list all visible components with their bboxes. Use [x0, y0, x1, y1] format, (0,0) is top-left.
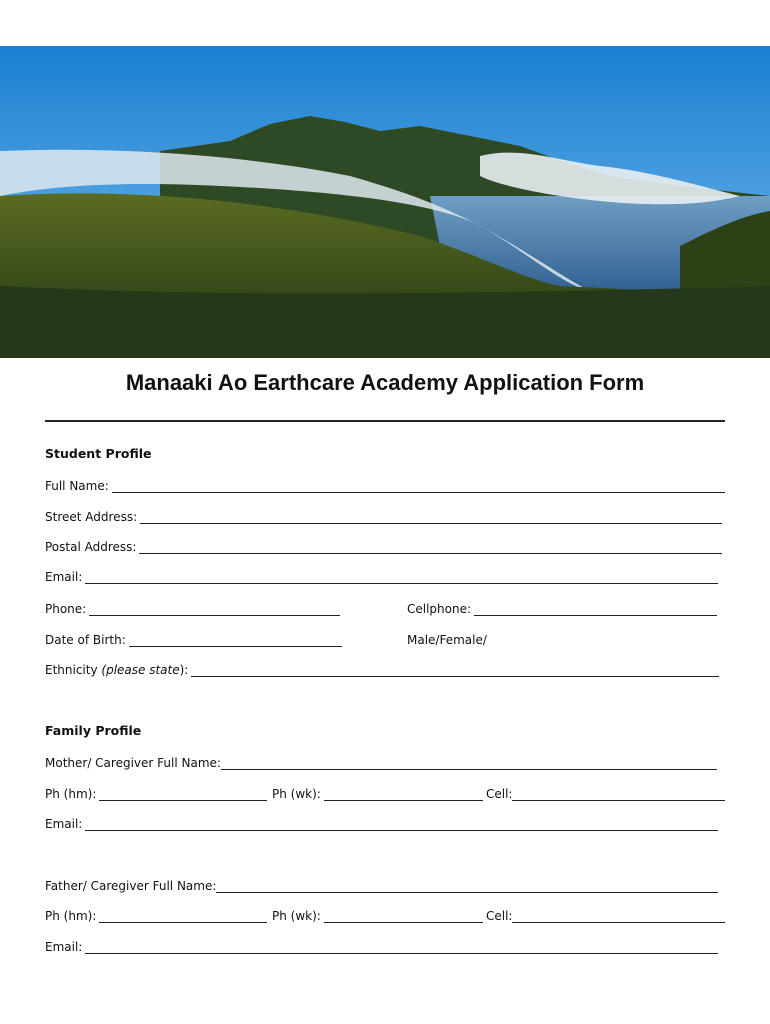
mother-ph-hm-field[interactable]: [99, 787, 267, 801]
full-name-row: [45, 477, 725, 493]
phone-row: [45, 600, 340, 616]
father-ph-hm-label: Ph (hm):: [45, 909, 97, 923]
mother-cell-row: [486, 785, 725, 801]
email-row: [45, 568, 718, 584]
ethnicity-label-text: Ethnicity: [45, 663, 102, 677]
ethnicity-label-hint: (please state: [101, 663, 180, 677]
cellphone-label: Cellphone:: [407, 602, 472, 616]
postal-address-row: [45, 538, 722, 554]
street-address-row: [45, 508, 722, 524]
full-name-field[interactable]: [112, 479, 725, 493]
mother-ph-hm-row: [45, 785, 267, 801]
father-name-field[interactable]: [216, 879, 718, 893]
phone-label: Phone:: [45, 602, 87, 616]
father-email-label: Email:: [45, 940, 83, 954]
page-title: Manaaki Ao Earthcare Academy Application Form: [125, 370, 645, 395]
mother-cell-field[interactable]: [512, 787, 725, 801]
mother-ph-wk-row: [272, 785, 483, 801]
email-label: Email:: [45, 570, 83, 584]
dob-row: [45, 631, 342, 647]
father-ph-hm-row: [45, 907, 267, 923]
street-address-label: Street Address:: [45, 510, 138, 524]
postal-address-field[interactable]: [139, 540, 722, 554]
mother-name-field[interactable]: [221, 756, 717, 770]
hero-landscape-image: [0, 46, 770, 358]
gender-row: [407, 631, 487, 647]
mother-ph-wk-label: Ph (wk):: [272, 787, 321, 801]
title-divider: [45, 420, 725, 422]
father-cell-field[interactable]: [512, 909, 725, 923]
ethnicity-label: [45, 663, 188, 677]
full-name-label: Full Name:: [45, 479, 109, 493]
mother-ph-wk-field[interactable]: [324, 787, 483, 801]
gender-label: Male/Female/: [407, 633, 487, 647]
dob-field[interactable]: [129, 633, 342, 647]
family-profile-heading: Family Profile: [45, 723, 142, 738]
father-cell-row: [486, 907, 725, 923]
postal-address-label: Postal Address:: [45, 540, 137, 554]
father-email-field[interactable]: [85, 940, 718, 954]
father-name-row: [45, 877, 718, 893]
ethnicity-row: [45, 661, 719, 677]
father-email-row: [45, 938, 718, 954]
father-name-label: Father/ Caregiver Full Name:: [45, 879, 217, 893]
ethnicity-label-end: ):: [179, 663, 189, 677]
father-ph-hm-field[interactable]: [99, 909, 267, 923]
father-ph-wk-row: [272, 907, 483, 923]
father-cell-label: Cell:: [486, 909, 513, 923]
mother-email-label: Email:: [45, 817, 83, 831]
father-ph-wk-label: Ph (wk):: [272, 909, 321, 923]
dob-label: Date of Birth:: [45, 633, 126, 647]
student-profile-heading: Student Profile: [45, 446, 152, 461]
phone-field[interactable]: [89, 602, 340, 616]
mother-name-label: Mother/ Caregiver Full Name:: [45, 756, 221, 770]
ethnicity-field[interactable]: [191, 663, 719, 677]
street-address-field[interactable]: [140, 510, 722, 524]
cellphone-row: [407, 600, 717, 616]
father-ph-wk-field[interactable]: [324, 909, 483, 923]
mother-email-row: [45, 815, 718, 831]
email-field[interactable]: [85, 570, 718, 584]
mother-email-field[interactable]: [85, 817, 718, 831]
mother-name-row: [45, 754, 717, 770]
cellphone-field[interactable]: [474, 602, 717, 616]
mother-cell-label: Cell:: [486, 787, 513, 801]
mother-ph-hm-label: Ph (hm):: [45, 787, 97, 801]
